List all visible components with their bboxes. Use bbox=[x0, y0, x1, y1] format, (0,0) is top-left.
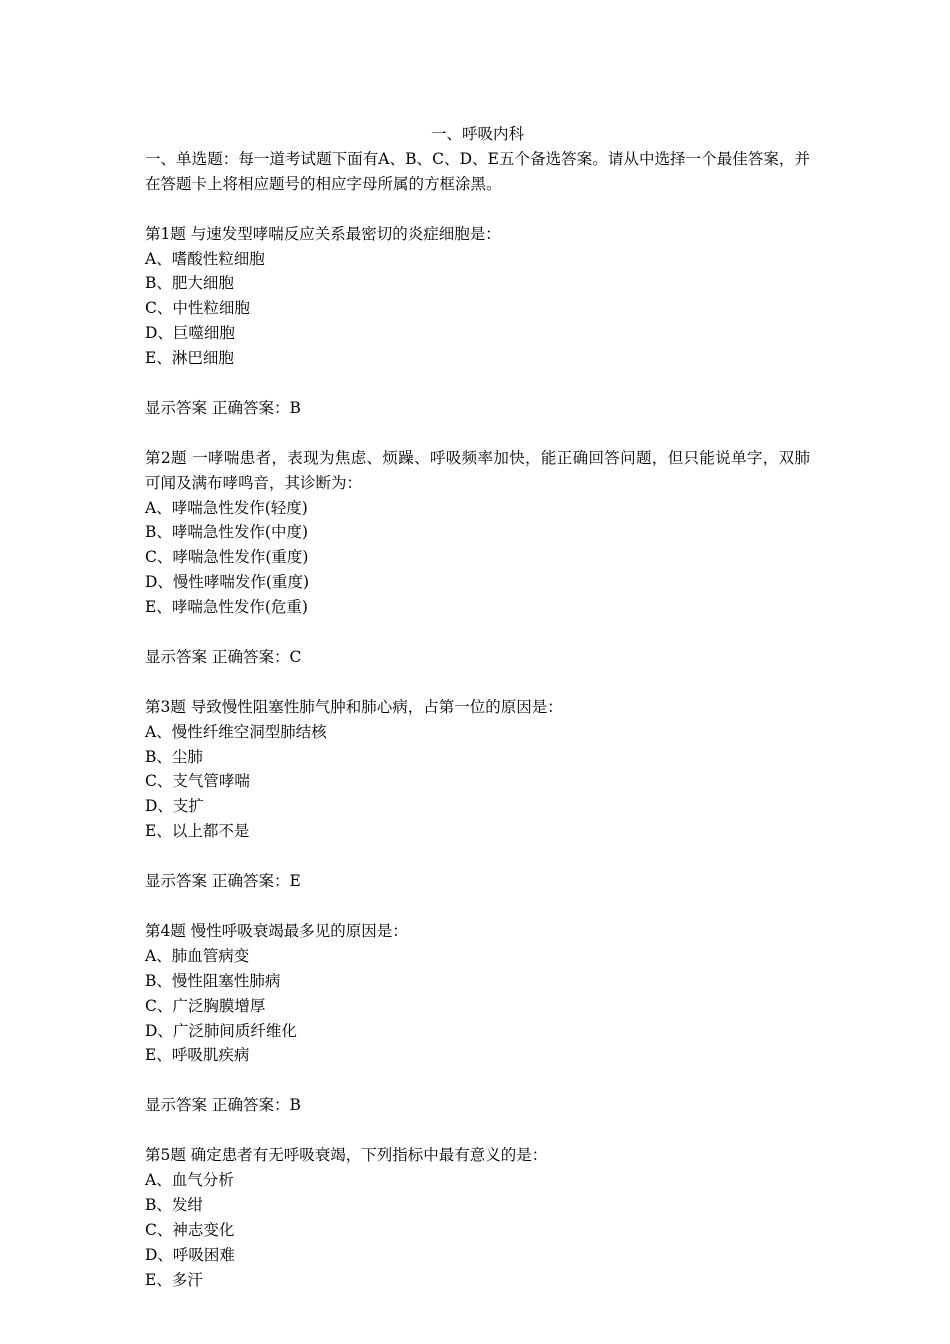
option-e: E、淋巴细胞 bbox=[145, 349, 234, 368]
option-c: C、神志变化 bbox=[145, 1220, 235, 1239]
question-stem: 第5题 确定患者有无呼吸衰竭，下列指标中最有意义的是： bbox=[145, 1146, 548, 1165]
spacer bbox=[145, 844, 810, 869]
answer-row bbox=[145, 645, 810, 670]
option-a: A、血气分析 bbox=[145, 1170, 234, 1189]
option-d: D、广泛肺间质纤维化 bbox=[145, 1021, 297, 1040]
option-c: C、哮喘急性发作(重度) bbox=[145, 548, 309, 567]
spacer bbox=[145, 371, 810, 396]
spacer bbox=[145, 894, 810, 919]
question-2 bbox=[145, 446, 810, 670]
option-d: D、呼吸困难 bbox=[145, 1245, 235, 1264]
option-b: B、肥大细胞 bbox=[145, 274, 234, 293]
answer-row bbox=[145, 1093, 810, 1118]
question-stem: 第4题 慢性呼吸衰竭最多见的原因是： bbox=[145, 921, 408, 940]
question-1 bbox=[145, 222, 810, 421]
correct-answer: 正确答案：B bbox=[211, 1096, 301, 1115]
spacer bbox=[145, 421, 810, 446]
option-c: C、广泛胸膜增厚 bbox=[145, 996, 266, 1015]
correct-answer: 正确答案：E bbox=[211, 872, 301, 891]
correct-answer: 正确答案：C bbox=[211, 647, 302, 666]
option-d: D、支扩 bbox=[145, 797, 204, 816]
spacer bbox=[145, 670, 810, 695]
show-answer-link[interactable]: 显示答案 bbox=[145, 647, 208, 666]
spacer bbox=[145, 620, 810, 645]
question-stem: 第2题 一哮喘患者，表现为焦虑、烦躁、呼吸频率加快，能正确回答问题，但只能说单字，双肺可闻及满布哮鸣音，其诊断为： bbox=[145, 448, 810, 492]
spacer bbox=[145, 1118, 810, 1143]
spacer bbox=[145, 1068, 810, 1093]
correct-answer: 正确答案：B bbox=[211, 398, 301, 417]
option-e: E、哮喘急性发作(危重) bbox=[145, 598, 308, 617]
answer-row bbox=[145, 396, 810, 421]
question-4 bbox=[145, 919, 810, 1118]
question-5 bbox=[145, 1143, 810, 1292]
answer-row bbox=[145, 869, 810, 894]
document-page bbox=[145, 122, 810, 1292]
option-d: D、慢性哮喘发作(重度) bbox=[145, 573, 310, 592]
section-title: 一、呼吸内科 bbox=[430, 125, 524, 143]
option-a: A、慢性纤维空洞型肺结核 bbox=[145, 722, 327, 741]
question-stem: 第3题 导致慢性阻塞性肺气肿和肺心病，占第一位的原因是： bbox=[145, 697, 563, 716]
option-c: C、中性粒细胞 bbox=[145, 299, 250, 318]
spacer bbox=[145, 197, 810, 222]
option-b: B、哮喘急性发作(中度) bbox=[145, 523, 308, 542]
option-e: E、呼吸肌疾病 bbox=[145, 1046, 250, 1065]
question-stem: 第1题 与速发型哮喘反应关系最密切的炎症细胞是： bbox=[145, 224, 501, 243]
instructions-text: 一、单选题：每一道考试题下面有A、B、C、D、E五个备选答案。请从中选择一个最佳答案，并在答题卡上将相应题号的相应字母所属的方框涂黑。 bbox=[145, 149, 810, 193]
option-b: B、尘肺 bbox=[145, 747, 203, 766]
option-a: A、肺血管病变 bbox=[145, 946, 250, 965]
option-b: B、慢性阻塞性肺病 bbox=[145, 971, 281, 990]
option-a: A、哮喘急性发作(轻度) bbox=[145, 498, 308, 517]
option-e: E、多汗 bbox=[145, 1270, 203, 1289]
show-answer-link[interactable]: 显示答案 bbox=[145, 872, 208, 891]
option-a: A、嗜酸性粒细胞 bbox=[145, 249, 265, 268]
option-d: D、巨噬细胞 bbox=[145, 324, 235, 343]
option-c: C、支气管哮喘 bbox=[145, 772, 250, 791]
show-answer-link[interactable]: 显示答案 bbox=[145, 1096, 208, 1115]
option-b: B、发绀 bbox=[145, 1195, 203, 1214]
option-e: E、以上都不是 bbox=[145, 822, 250, 841]
question-3 bbox=[145, 695, 810, 894]
show-answer-link[interactable]: 显示答案 bbox=[145, 398, 208, 417]
